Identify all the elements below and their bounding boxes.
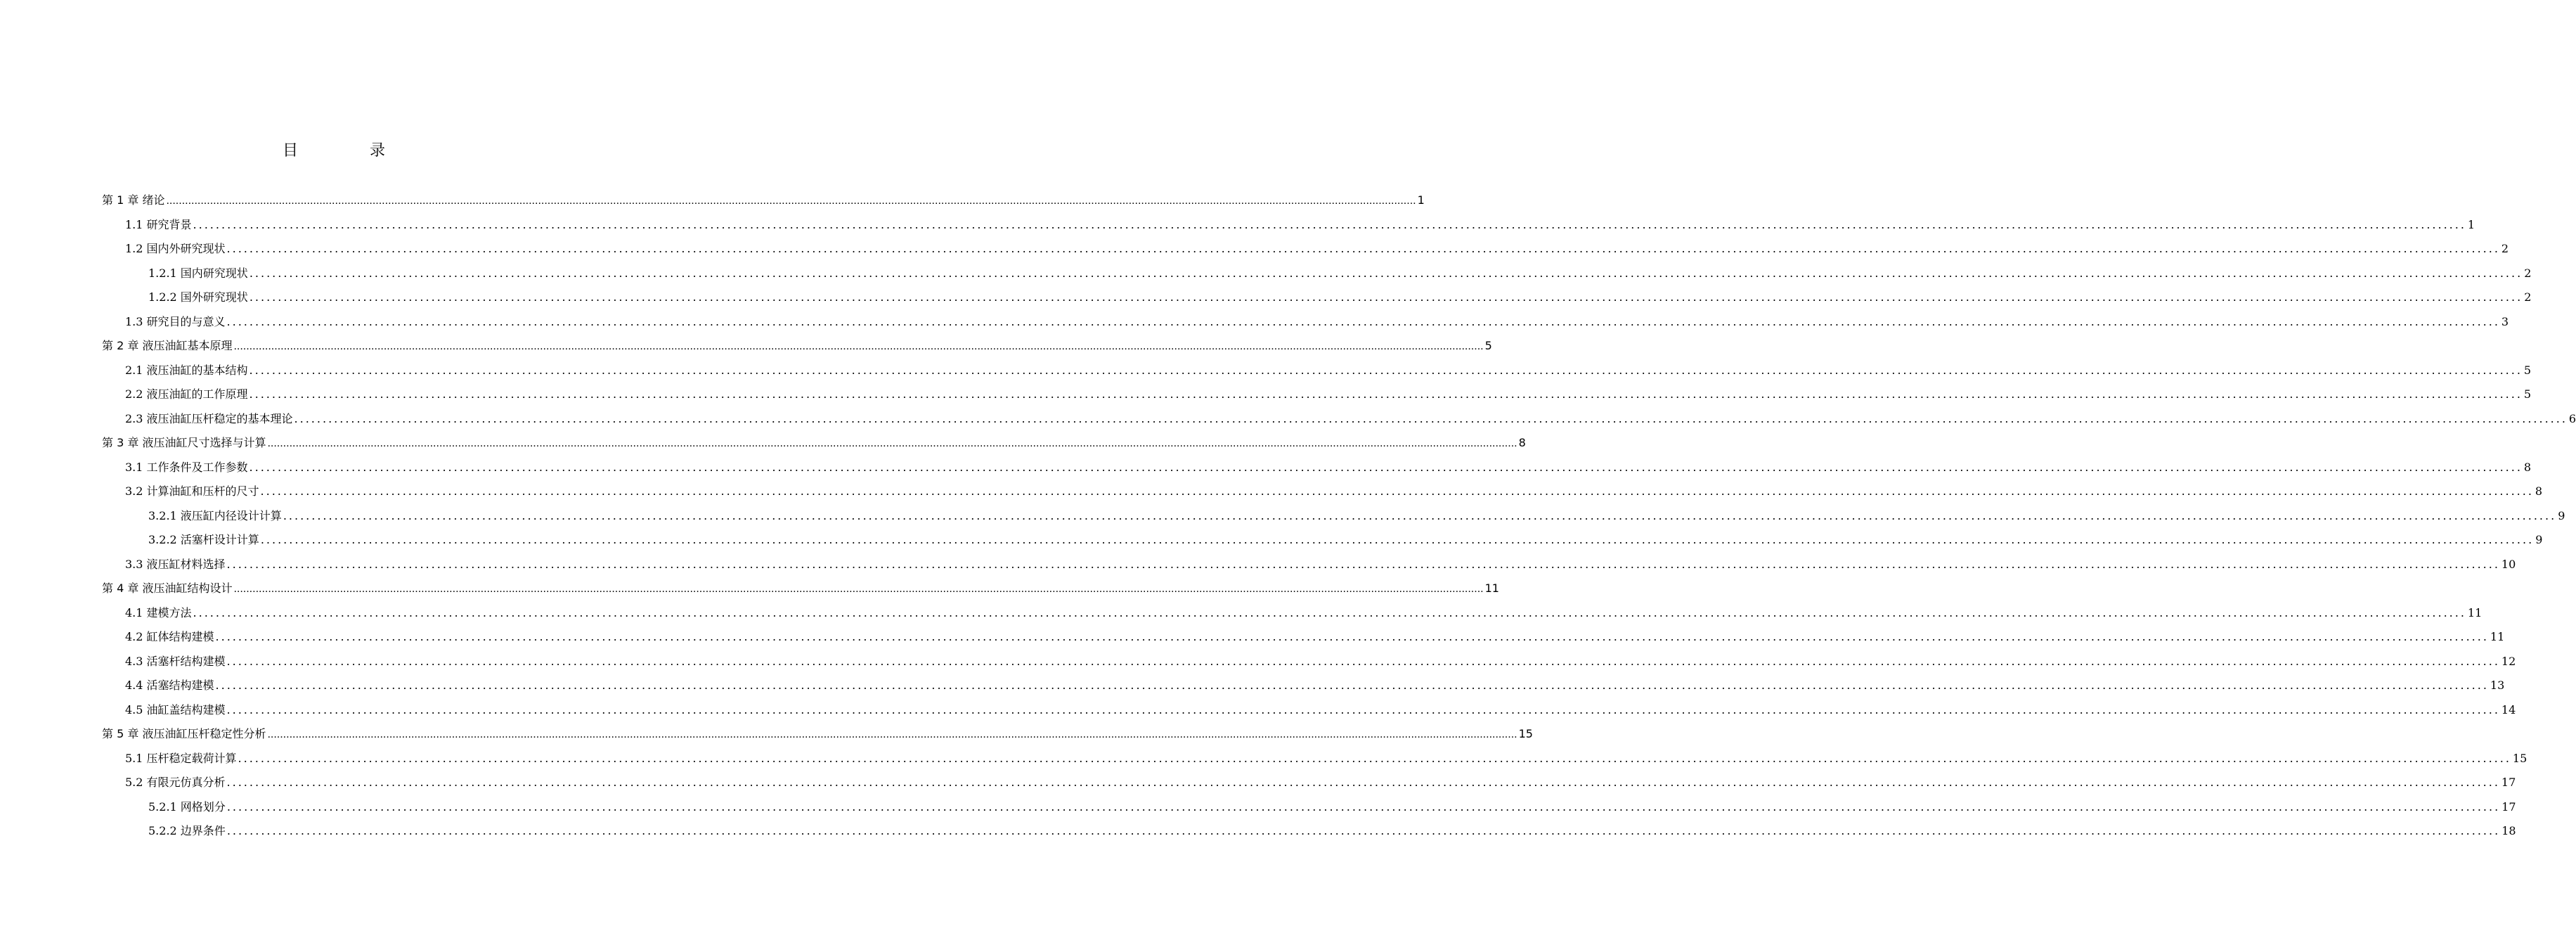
toc-dot-leader: ................................................................................................................................................................................................................................................................................................................................................................................................................ [249,363,2523,377]
toc-section-entry[interactable] [0,407,2576,432]
toc-entry-title: 4.2 缸体结构建模 [125,630,214,643]
toc-dot-leader: ................................................................................................................................................................................................................................................................................................................................................................................................................ [249,290,2523,304]
toc-section-entry[interactable] [0,310,2509,335]
toc-page-number: 2 [2524,266,2532,280]
toc-entry-title: 5.2.2 边界条件 [148,824,226,837]
toc-dot-leader: ................................................................................................................................................................................................................................................................................................................................................................................................................ [233,340,1484,352]
toc-page-number: 11 [2467,605,2483,619]
toc-page-number: 15 [2512,751,2528,765]
toc-entry-title: 3.3 液压缸材料选择 [125,557,226,571]
toc-dot-leader: ................................................................................................................................................................................................................................................................................................................................................................................................................ [215,679,2489,692]
toc-dot-leader: ................................................................................................................................................................................................................................................................................................................................................................................................................ [238,751,2511,765]
toc-entry-title: 1.3 研究目的与意义 [125,314,226,328]
toc-dot-leader: ................................................................................................................................................................................................................................................................................................................................................................................................................ [226,824,2501,837]
toc-page-number: 17 [2501,799,2516,814]
toc-section-entry[interactable] [0,456,2532,480]
toc-page-number: 1 [1417,193,1425,207]
toc-section-entry[interactable] [0,771,2516,795]
toc-subsection-entry[interactable] [0,504,2565,529]
toc-dot-leader: ................................................................................................................................................................................................................................................................................................................................................................................................................ [166,195,1416,207]
toc-dot-leader: ................................................................................................................................................................................................................................................................................................................................................................................................................ [193,605,2466,619]
toc-entry-title: 3.2.1 液压缸内径设计计算 [148,508,282,522]
toc-page-number: 8 [2535,484,2543,498]
toc-entry-title: 5.2.1 网格划分 [148,799,226,814]
toc-dot-leader: ................................................................................................................................................................................................................................................................................................................................................................................................................ [260,484,2534,498]
toc-entry-title: 4.3 活塞杆结构建模 [125,654,226,668]
toc-section-entry[interactable] [0,382,2532,407]
toc-page-number: 12 [2501,654,2516,668]
toc-entry-title: 1.1 研究背景 [125,217,192,231]
page-title: 目 录 [282,142,413,160]
toc-dot-leader: ................................................................................................................................................................................................................................................................................................................................................................................................................ [260,533,2535,546]
toc-section-entry[interactable] [0,480,2543,504]
toc-dot-leader: ................................................................................................................................................................................................................................................................................................................................................................................................................ [226,776,2500,789]
toc-entry-title: 4.5 油缸盖结构建模 [125,702,226,716]
toc-entry-title: 1.2.1 国内研究现状 [148,266,248,280]
toc-section-entry[interactable] [0,553,2516,577]
toc-entry-title: 2.2 液压油缸的工作原理 [125,387,248,401]
toc-dot-leader: ................................................................................................................................................................................................................................................................................................................................................................................................................ [226,242,2500,255]
toc-subsection-entry[interactable] [0,795,2516,820]
toc-dot-leader: ................................................................................................................................................................................................................................................................................................................................................................................................................ [226,654,2500,668]
toc-page-number: 15 [1518,727,1533,740]
toc-entry-title: 4.1 建模方法 [125,605,192,619]
toc-dot-leader: ................................................................................................................................................................................................................................................................................................................................................................................................................ [226,557,2500,571]
toc-chapter-entry[interactable] [0,431,1526,456]
toc-page-number: 8 [2523,460,2532,474]
toc-page-number: 11 [2490,630,2505,643]
toc-page-number: 9 [2558,508,2565,522]
toc-dot-leader: ................................................................................................................................................................................................................................................................................................................................................................................................................ [283,508,2557,522]
toc-entry-title: 1.2 国内外研究现状 [125,242,226,255]
toc-chapter-entry[interactable] [0,577,1499,601]
toc-entry-title: 5.1 压杆稳定载荷计算 [125,751,237,765]
toc-dot-leader: ................................................................................................................................................................................................................................................................................................................................................................................................................ [193,217,2466,231]
toc-subsection-entry[interactable] [0,819,2516,844]
toc-dot-leader: ................................................................................................................................................................................................................................................................................................................................................................................................................ [249,460,2523,474]
toc-entry-title: 5.2 有限元仿真分析 [125,776,226,789]
toc-entry-title: 3.2.2 活塞杆设计计算 [148,533,259,546]
toc-page-number: 2 [2501,242,2509,255]
toc-dot-leader: ................................................................................................................................................................................................................................................................................................................................................................................................................ [267,728,1517,740]
toc-section-entry[interactable] [0,359,2532,383]
toc-section-entry[interactable] [0,674,2505,698]
toc-entry-title: 第 5 章 液压油缸压杆稳定性分析 [102,727,266,740]
toc-page-number: 2 [2524,290,2532,304]
toc-dot-leader: ................................................................................................................................................................................................................................................................................................................................................................................................................ [249,266,2523,280]
toc-page-number: 5 [1484,339,1492,352]
toc-chapter-entry[interactable] [0,188,1425,213]
toc-page-number: 17 [2501,776,2516,789]
toc-page-number: 14 [2501,702,2516,716]
toc-page-number: 6 [2568,411,2576,425]
toc-subsection-entry[interactable] [0,285,2532,310]
toc-chapter-entry[interactable] [0,334,1492,359]
toc-page-number: 8 [1518,436,1526,449]
toc-page-number: 5 [2523,387,2532,401]
toc-dot-leader: ................................................................................................................................................................................................................................................................................................................................................................................................................ [226,799,2501,814]
toc-entry-title: 3.1 工作条件及工作参数 [125,460,248,474]
toc-page-number: 3 [2501,314,2509,328]
toc-entry-title: 第 1 章 绪论 [102,193,165,207]
toc-section-entry[interactable] [0,625,2505,650]
toc-page-number: 1 [2467,217,2475,231]
toc-section-entry[interactable] [0,237,2509,262]
toc-dot-leader: ................................................................................................................................................................................................................................................................................................................................................................................................................ [226,314,2500,328]
toc-entry-title: 3.2 计算油缸和压杆的尺寸 [125,484,259,498]
toc-page-number: 10 [2501,557,2516,571]
toc-entry-title: 第 2 章 液压油缸基本原理 [102,339,233,352]
toc-dot-leader: ................................................................................................................................................................................................................................................................................................................................................................................................................ [226,702,2500,716]
toc-entry-title: 第 3 章 液压油缸尺寸选择与计算 [102,436,266,449]
toc-entry-title: 2.3 液压油缸压杆稳定的基本理论 [125,411,293,425]
toc-chapter-entry[interactable] [0,722,1533,747]
toc-dot-leader: ................................................................................................................................................................................................................................................................................................................................................................................................................ [249,387,2523,401]
toc-dot-leader: ................................................................................................................................................................................................................................................................................................................................................................................................................ [233,583,1484,595]
toc-page-number: 9 [2535,533,2543,546]
table-of-contents [0,188,2576,844]
toc-entry-title: 1.2.2 国外研究现状 [148,290,248,304]
toc-section-entry[interactable] [0,213,2475,238]
toc-dot-leader: ................................................................................................................................................................................................................................................................................................................................................................................................................ [294,411,2568,425]
toc-page-number: 13 [2490,679,2505,692]
toc-section-entry[interactable] [0,747,2528,771]
toc-entry-title: 4.4 活塞结构建模 [125,679,214,692]
toc-entry-title: 2.1 液压油缸的基本结构 [125,363,248,377]
toc-page-number: 5 [2523,363,2532,377]
toc-entry-title: 第 4 章 液压油缸结构设计 [102,581,233,595]
toc-dot-leader: ................................................................................................................................................................................................................................................................................................................................................................................................................ [267,437,1517,449]
toc-subsection-entry[interactable] [0,528,2543,553]
toc-section-entry[interactable] [0,601,2483,626]
toc-subsection-entry[interactable] [0,262,2532,286]
toc-dot-leader: ................................................................................................................................................................................................................................................................................................................................................................................................................ [215,630,2489,643]
toc-section-entry[interactable] [0,698,2516,723]
toc-page-number: 11 [1484,581,1499,595]
toc-section-entry[interactable] [0,650,2516,674]
toc-page-number: 18 [2501,824,2516,837]
